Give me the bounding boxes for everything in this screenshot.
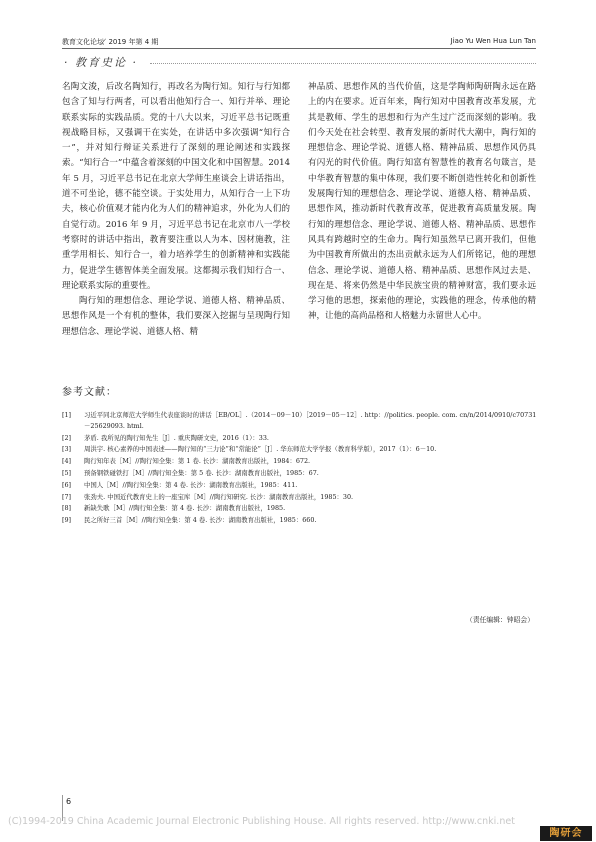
page-number: 6 bbox=[66, 797, 72, 806]
body-left-column bbox=[62, 80, 290, 340]
column-title: · 教育史论 · bbox=[64, 56, 138, 69]
references-list bbox=[62, 410, 538, 527]
reference-number: [8] bbox=[62, 504, 72, 513]
reference-item bbox=[62, 492, 538, 503]
reference-number: [3] bbox=[62, 445, 72, 454]
reference-item bbox=[62, 410, 538, 432]
reference-text: 周洪宇. 核心素养的中国表述——陶行知的“三力论”和“常能论”［J］. 华东师范大学学报（教育科学版），2017（1）：6－10. bbox=[84, 445, 437, 454]
reference-number: [2] bbox=[62, 433, 72, 442]
reference-text: 茅盾. 我所见的陶行知先生［J］. 重庆陶研文史，2016（1）：33. bbox=[84, 433, 269, 442]
reference-number: [4] bbox=[62, 457, 72, 466]
reference-item bbox=[62, 503, 538, 514]
reference-number: [1] bbox=[62, 411, 72, 419]
reference-number: [7] bbox=[62, 492, 72, 501]
reference-text: 新缺失歌［M］//陶行知全集：第 4 卷. 长沙：湖南教育出版社，1985. bbox=[84, 504, 286, 513]
reference-text: 张劲夫. 中国近代教育史上的一座宝库［M］//陶行知研究. 长沙：湖南教育出版社，1985：30. bbox=[84, 492, 354, 501]
column-title-divider bbox=[150, 63, 536, 64]
references-heading: 参考文献： bbox=[62, 387, 117, 398]
reference-number: [5] bbox=[62, 468, 72, 477]
reference-item bbox=[62, 444, 538, 455]
reference-text: 习近平同北京师范大学师生代表座谈时的讲话［EB/OL］.（2014－09－10）［2019－05－12］. http：//politics. people. com. cn/n/2014/0910/c70731－25629093. html. bbox=[84, 411, 537, 430]
running-header bbox=[62, 34, 536, 48]
journal-issue-label: 教育文化论坛 ̸ 2019 年第 4 期 bbox=[62, 38, 159, 46]
reference-text: 预备钢铁碰铁打［M］//陶行知全集：第 5 卷. 长沙：湖南教育出版社，1985：67. bbox=[84, 468, 319, 477]
reference-text: 陶行知年表［M］//陶行知全集：第 1 卷. 长沙：湖南教育出版社，1984：672. bbox=[84, 457, 311, 466]
reference-text: 民之所好三首［M］//陶行知全集：第 4 卷. 长沙：湖南教育出版社，1985：660. bbox=[84, 516, 317, 525]
reference-number: [9] bbox=[62, 516, 72, 525]
journal-pinyin-title: Jiao Yu Wen Hua Lun Tan bbox=[450, 37, 536, 45]
body-right-column bbox=[308, 80, 536, 325]
tao-research-logo: 陶研会 bbox=[540, 826, 592, 841]
reference-item bbox=[62, 433, 538, 444]
responsible-editor: （责任编辑：钟昭会） bbox=[466, 616, 534, 624]
body-paragraph: 神品质、思想作风的当代价值，这是学陶师陶研陶永远在路上的内在要求。近百年来，陶行知对中国教育改革发展，尤其是教师、学生的思想和行为产生过广泛而深刻的影响。我们今天处在社会转型、教育发展的新时代大潮中，陶行知的理想信念、理论学说、道德人格、精神品质、思想作风仍具有闪光的时代价值。陶行知富有智慧性的教育名句箴言，是中华教育智慧的集中体现，我们要不断创造性转化和创新性发展陶行知的理想信念、理论学说、道德人格、精神品质、思想作风，推动新时代教育改革，促进教育高质量发展。陶行知的理想信念、理论学说、道德人格、精神品质、思想作风具有跨越时空的生命力。陶行知虽然早已离开我们，但他为中国教育所做出的杰出贡献永远为人们所铭记，他的理想信念、理论学说、道德人格、精神品质、思想作风过去是、现在是、将来仍然是中华民族宝贵的精神财富，我们要永远学习他的思想，探索他的理论，实践他的理念，传承他的精神，让他的高尚品格和人格魅力永留世人心中。 bbox=[308, 82, 536, 322]
cnki-copyright-watermark: (C)1994-2019 China Academic Journal Electronic Publishing House. All rights reserved. http://www.cnki.net bbox=[8, 816, 515, 827]
reference-item bbox=[62, 456, 538, 467]
reference-item bbox=[62, 468, 538, 479]
body-paragraph: 陶行知的理想信念、理论学说、道德人格、精神品质、思想作风是一个有机的整体，我们要深入挖掘与呈现陶行知理想信念、理论学说、道德人格、精 bbox=[62, 296, 290, 337]
reference-item bbox=[62, 515, 538, 526]
reference-number: [6] bbox=[62, 480, 72, 489]
header-rule bbox=[62, 48, 536, 49]
body-paragraph: 名陶文浚，后改名陶知行，再改名为陶行知。知行与行知都包含了知与行两者，可以看出他知行合一、知行并举、理论联系实际的实践品质。党的十八大以来，习近平总书记既重视战略目标，又强调干在实处，在讲话中多次强调“知行合一”，并对知行辩证关系进行了深刻的理论阐述和实践探索。“知行合一”中蕴含着深刻的中国文化和中国智慧。2014 年 5 月，习近平总书记在北京大学师生座谈会上讲话指出，道不可坐论，德不能空谈。于实处用力，从知行合一上下功夫，核心价值观才能内化为人们的精神追求，外化为人们的自觉行动。2016 年 9 月，习近平总书记在北京市八一学校考察时的讲话中指出，教育要注重以人为本、因材施教，注重学用相长、知行合一，着力培养学生的创新精神和实践能力，促进学生德智体美全面发展。这都揭示我们知行合一、理论联系实际的重要性。 bbox=[62, 82, 290, 291]
reference-text: 中国人［M］//陶行知全集：第 4 卷. 长沙：湖南教育出版社，1985：411. bbox=[84, 480, 298, 489]
reference-item bbox=[62, 480, 538, 491]
